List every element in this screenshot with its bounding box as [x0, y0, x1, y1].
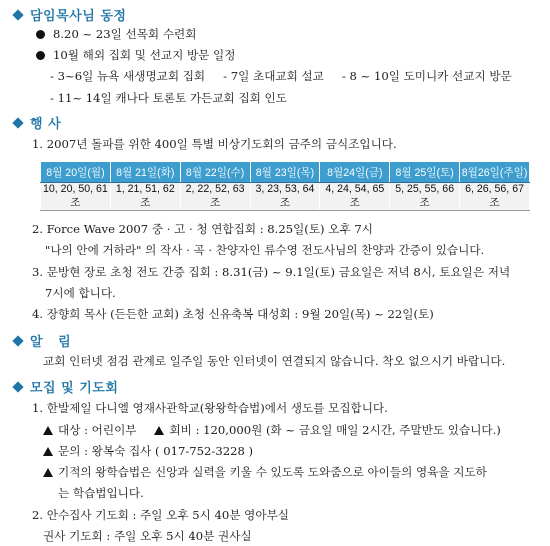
event-item-3-line-1: 3. 문방현 장로 초청 전도 간증 집회 : 8.31(금) ~ 9.1일(토) 금요일은 저녁 8시, 토요일은 저녁 [32, 265, 511, 279]
diamond-icon [12, 335, 23, 346]
triangle-icon [154, 426, 164, 435]
recruit-desc-line-2: 는 학습법입니다. [58, 486, 144, 500]
table-header-cell: 8월24일(금) [320, 162, 390, 183]
table-cell: 6, 26, 56, 67조 [460, 183, 530, 211]
recruit-desc-line-1: 기적의 왕학습법은 신앙과 실력을 키울 수 있도록 도와줌으로 아이들의 영육을 지도하 [43, 464, 487, 480]
triangle-icon [43, 426, 53, 435]
pastor-bullet-1: 8.20 ~ 23일 선목회 수련회 [36, 26, 196, 42]
section-title: 알 림 [30, 335, 72, 350]
triangle-icon [43, 468, 53, 477]
table-row [41, 183, 530, 211]
section-header-pastor [12, 5, 126, 24]
diamond-icon [12, 117, 23, 128]
fasting-schedule-table [40, 161, 530, 211]
table-cell: 3, 23, 53, 64조 [250, 183, 320, 211]
table-header-row [41, 162, 530, 183]
section-header-notice [12, 331, 71, 350]
table-cell: 4, 24, 54, 65조 [320, 183, 390, 211]
schedule-item: - 3~6일 뉴욕 새생명교회 집회 [50, 69, 206, 83]
recruit-fee: 회비 : 120,000원 (화 ~ 금요일 매일 2시간, 주말반도 있습니다.) [169, 423, 501, 437]
dot-icon [36, 51, 45, 60]
table-cell: 1, 21, 51, 62조 [110, 183, 180, 211]
recruit-target-fee [43, 422, 501, 438]
table-header-cell: 8월 21일(화) [110, 162, 180, 183]
pastor-schedule-line-1 [50, 68, 512, 84]
diamond-icon [12, 9, 23, 20]
table-header-cell: 8월26일(주일) [460, 162, 530, 183]
recruit-item-1: 1. 한발제일 다니엘 영재사관학교(왕왕학습법)에서 생도를 모집합니다. [32, 401, 388, 415]
section-title: 모집 및 기도회 [30, 381, 119, 396]
table-cell: 2, 22, 52, 63조 [180, 183, 250, 211]
pastor-bullet-2: 10월 해외 집회 및 선교지 방문 일정 [36, 47, 235, 63]
section-title: 행 사 [30, 117, 62, 132]
table-cell: 5, 25, 55, 66조 [390, 183, 460, 211]
recruit-item-2-line-1: 2. 안수집사 기도회 : 주일 오후 5시 40분 영아부실 [32, 508, 289, 522]
diamond-icon [12, 381, 23, 392]
section-title: 담임목사님 동정 [30, 9, 127, 24]
table-cell: 10, 20, 50, 61조 [41, 183, 111, 211]
dot-icon [36, 30, 45, 39]
event-item-2-line-1: 2. Force Wave 2007 중 · 고 · 청 연합집회 : 8.25일(토) 오후 7시 [32, 222, 373, 236]
table-header-cell: 8월 20일(월) [41, 162, 111, 183]
table-header-cell: 8월 25일(토) [390, 162, 460, 183]
triangle-icon [43, 447, 53, 456]
notice-text: 교회 인터넷 점검 관계로 일주일 동안 인터넷이 연결되지 않습니다. 착오 없으시기 바랍니다. [43, 354, 506, 368]
section-header-recruit [12, 377, 118, 396]
schedule-item: - 8 ~ 10일 도미니카 선교지 방문 [341, 69, 512, 83]
section-header-events [12, 113, 61, 132]
table-header-cell: 8월 23일(목) [250, 162, 320, 183]
event-item-4: 4. 장향희 목사 (든든한 교회) 초청 신유축복 대성회 : 9월 20일(목) ~ 22일(토) [32, 307, 434, 321]
event-item-1: 1. 2007년 돌파를 위한 400일 특별 비상기도회의 금주의 금식조입니다. [32, 137, 397, 151]
table-header-cell: 8월 22일(수) [180, 162, 250, 183]
schedule-item: - 7일 초대교회 설교 [223, 69, 324, 83]
event-item-3-line-2: 7시에 합니다. [45, 286, 116, 300]
pastor-schedule-line-2: - 11~ 14일 캐나다 토론토 가든교회 집회 인도 [50, 91, 287, 105]
event-item-2-line-2: "나의 안에 거하라" 의 작사 · 곡 · 찬양자인 류수영 전도사님의 찬양과 간증이 있습니다. [45, 243, 485, 257]
recruit-target: 대상 : 어린이부 [58, 423, 137, 437]
recruit-item-2-line-2: 권사 기도회 : 주일 오후 5시 40분 권사실 [43, 529, 252, 543]
recruit-contact: 문의 : 왕복숙 집사 ( 017-752-3228 ) [43, 443, 253, 459]
